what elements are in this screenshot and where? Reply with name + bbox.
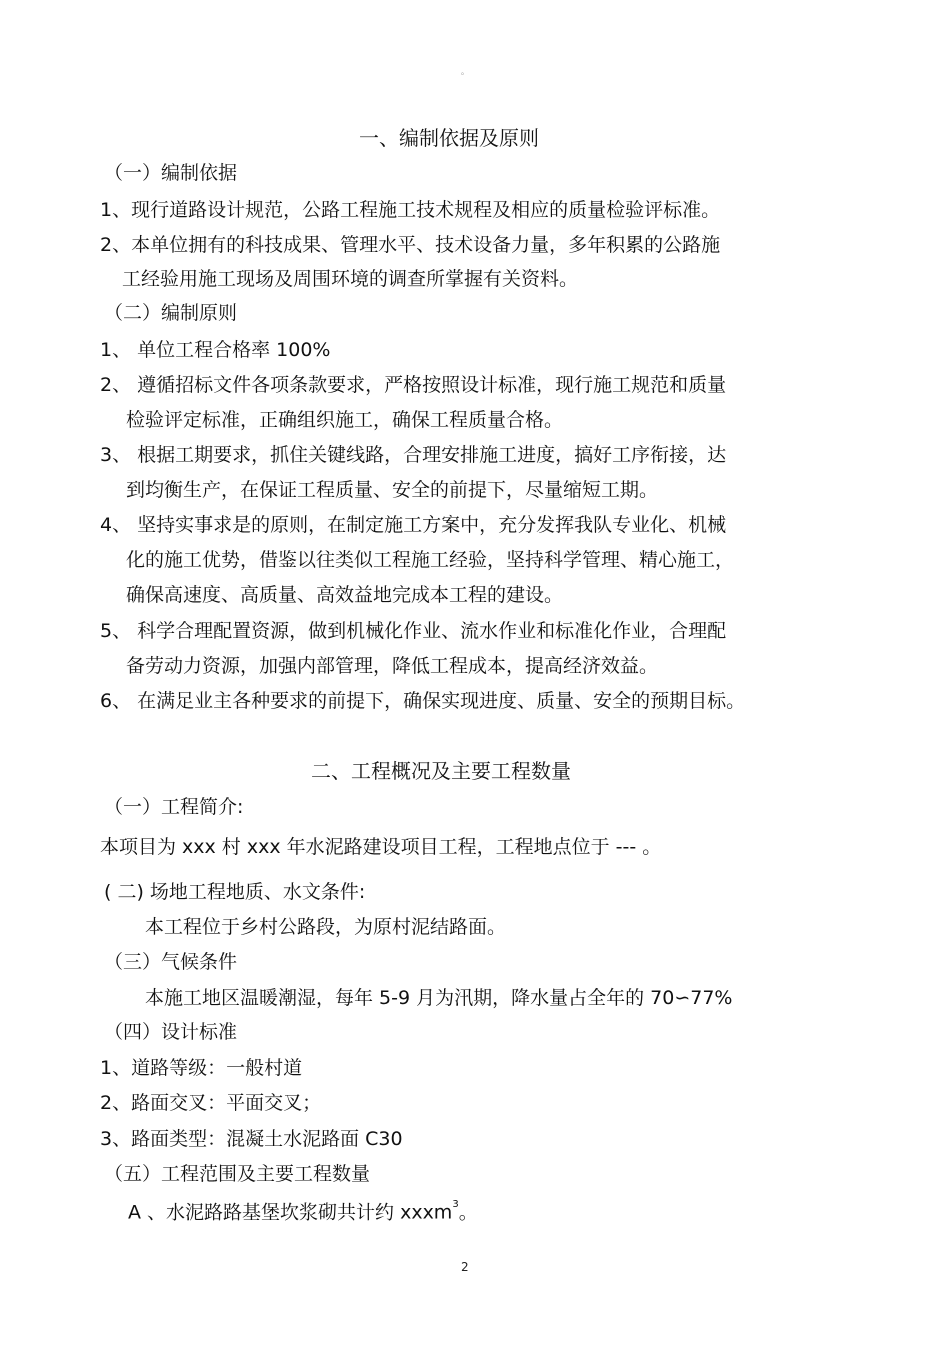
design-line: 3、路面类型：混凝土水泥路面 C30 [100, 1128, 403, 1150]
principle-line: 5、 科学合理配置资源，做到机械化作业、流水作业和标准化作业，合理配 [100, 620, 727, 642]
geo-text: 本工程位于乡村公路段，为原村泥结路面。 [145, 916, 507, 938]
section1-title: 一、编制依据及原则 [359, 126, 539, 150]
design-line: 1、道路等级：一般村道 [100, 1057, 303, 1079]
climate-heading: （三）气候条件 [104, 951, 238, 973]
climate-text: 本施工地区温暖潮湿，每年 5-9 月为汛期，降水量占全年的 70∽77% [145, 987, 733, 1009]
basis-heading: （一）编制依据 [104, 162, 238, 184]
principle-line: 3、 根据工期要求，抓住关键线路，合理安排施工进度，搞好工序衔接，达 [100, 444, 727, 466]
principles-heading: （二）编制原则 [104, 302, 238, 324]
page-number: 2 [461, 1260, 469, 1274]
principle-line: 化的施工优势，借鉴以往类似工程施工经验，坚持科学管理、精心施工， [126, 549, 735, 571]
basis-line: 工经验用施工现场及周围环境的调查所掌握有关资料。 [122, 268, 579, 290]
scope-item-end: 。 [458, 1201, 478, 1224]
basis-line: 1、现行道路设计规范，公路工程施工技术规程及相应的质量检验评标准。 [100, 199, 721, 221]
scope-item-text: A 、水泥路路基堡坎浆砌共计约 xxxm [128, 1201, 453, 1224]
principle-line: 4、 坚持实事求是的原则，在制定施工方案中，充分发挥我队专业化、机械 [100, 514, 727, 536]
principle-line: 6、 在满足业主各种要求的前提下，确保实现进度、质量、安全的预期目标。 [100, 690, 746, 712]
scope-heading: （五）工程范围及主要工程数量 [104, 1163, 371, 1185]
intro-heading: （一）工程简介: [104, 796, 244, 818]
principle-line: 1、 单位工程合格率 100% [100, 339, 331, 361]
principle-line: 检验评定标准，正确组织施工，确保工程质量合格。 [126, 409, 564, 431]
basis-line: 2、本单位拥有的科技成果、管理水平、技术设备力量，多年积累的公路施 [100, 234, 721, 256]
header-dot: 。 [461, 67, 469, 76]
principle-line: 2、 遵循招标文件各项条款要求，严格按照设计标准，现行施工规范和质量 [100, 374, 727, 396]
design-heading: （四）设计标准 [104, 1021, 238, 1043]
scope-item [128, 1197, 478, 1224]
scope-item-superscript: 3 [452, 1199, 459, 1210]
principle-line: 确保高速度、高质量、高效益地完成本工程的建设。 [126, 584, 564, 606]
design-line: 2、路面交叉：平面交叉； [100, 1092, 322, 1114]
principle-line: 备劳动力资源，加强内部管理，降低工程成本，提高经济效益。 [126, 655, 659, 677]
principle-line: 到均衡生产，在保证工程质量、安全的前提下，尽量缩短工期。 [126, 479, 659, 501]
section2-title: 二、工程概况及主要工程数量 [311, 759, 571, 783]
intro-text: 本项目为 xxx 村 xxx 年水泥路建设项目工程，工程地点位于 --- 。 [100, 836, 662, 858]
geo-heading: ( 二) 场地工程地质、水文条件: [104, 881, 366, 903]
